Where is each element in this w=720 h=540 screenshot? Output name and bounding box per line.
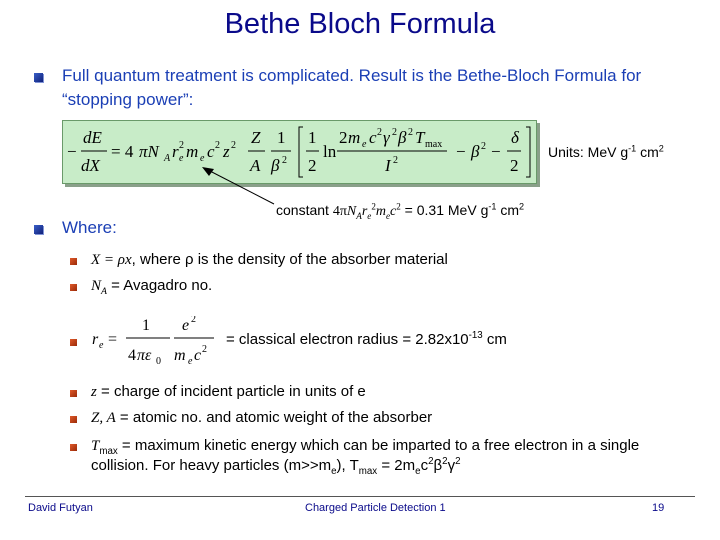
svg-text:A: A <box>250 156 261 175</box>
svg-text:1: 1 <box>142 317 150 334</box>
where-item-re: = classical electron radius = $2.82x10^{-13}$ cm <box>226 330 507 348</box>
svg-text:2: 2 <box>215 140 220 151</box>
svg-text:πε: πε <box>137 347 152 364</box>
svg-text:e: e <box>99 340 104 351</box>
svg-text:β: β <box>471 142 480 161</box>
footer-course: Charged Particle Detection 1 <box>305 502 446 514</box>
svg-text:ln: ln <box>323 142 337 161</box>
svg-text:=: = <box>108 331 118 348</box>
eq-dX: dX <box>81 156 100 175</box>
svg-text:2: 2 <box>202 344 207 355</box>
where-item-na: $N_A$ = Avagadro no. <box>91 277 213 297</box>
sub-bullet-marker <box>70 416 77 423</box>
svg-text:c: c <box>369 128 377 147</box>
where-heading: Where: <box>62 218 117 237</box>
where-item-x: X = ρx, where ρ is the density of the absorber material <box>91 251 448 268</box>
where-item-za: Z, A = atomic no. and atomic weight of the absorber <box>91 409 433 426</box>
svg-text:e: e <box>188 356 193 366</box>
constant-note: constant $4\pi N_Ar_e^2m_ec^2 = 0.31$ MeV $g^{-1}$ $cm^2$ <box>276 201 525 221</box>
svg-text:1: 1 <box>277 128 286 147</box>
sub-bullet-marker <box>70 390 77 397</box>
svg-text:m: m <box>186 142 199 161</box>
svg-text:2: 2 <box>179 140 184 151</box>
svg-text:−: − <box>491 142 501 161</box>
svg-text:2: 2 <box>392 127 397 138</box>
svg-text:c: c <box>207 142 215 161</box>
svg-text:e: e <box>182 317 190 334</box>
bethe-bloch-equation-box <box>62 120 537 184</box>
svg-text:max: max <box>425 139 443 150</box>
where-item-tmax: $T_{max}$ = maximum kinetic energy which can be imparted to a free electron in a single collision. For heavy particles $(m>>m_e)$, $T_{max} = 2m_ec^2\beta^2\gamma^2$ <box>91 437 640 477</box>
svg-text:2: 2 <box>191 316 196 325</box>
svg-text:β: β <box>398 128 407 147</box>
svg-text:0: 0 <box>156 356 161 366</box>
svg-text:2: 2 <box>308 156 317 175</box>
svg-text:Z: Z <box>251 128 261 147</box>
svg-text:2: 2 <box>393 155 398 166</box>
svg-text:2: 2 <box>339 128 348 147</box>
svg-text:2: 2 <box>408 127 413 138</box>
svg-text:1: 1 <box>308 128 317 147</box>
svg-text:−: − <box>456 142 466 161</box>
footer-divider <box>25 496 695 497</box>
svg-text:m: m <box>348 128 361 147</box>
eq-minus: − <box>67 142 77 161</box>
svg-text:z: z <box>223 142 230 161</box>
svg-text:4: 4 <box>128 347 136 364</box>
slide-title: Bethe Bloch Formula <box>224 8 496 40</box>
svg-text:c: c <box>194 347 202 364</box>
sub-bullet-marker <box>70 258 77 265</box>
eq-equals: = 4 <box>111 142 134 161</box>
svg-text:2: 2 <box>481 141 486 152</box>
svg-text:2: 2 <box>377 127 382 138</box>
intro-text: Full quantum treatment is complicated. Result is the Bethe-Bloch Formula for “stopping power”: <box>62 66 642 109</box>
svg-text:δ: δ <box>511 128 519 147</box>
sub-bullet-marker <box>70 284 77 291</box>
svg-text:r: r <box>172 142 179 161</box>
units-label: Units: MeV $g^{-1}$ $cm^2$ <box>548 143 664 160</box>
svg-text:A: A <box>164 153 171 164</box>
svg-text:2: 2 <box>231 140 236 151</box>
svg-text:T: T <box>415 128 425 147</box>
pointer-arrow <box>196 166 296 206</box>
where-item-z: z = charge of incident particle in units of e <box>91 383 366 400</box>
svg-text:2: 2 <box>282 155 287 166</box>
bethe-bloch-equation <box>63 121 536 183</box>
bullet-marker <box>34 225 43 234</box>
svg-text:2: 2 <box>510 156 519 175</box>
footer-author: David Futyan <box>28 502 93 514</box>
svg-text:e: e <box>200 153 205 164</box>
svg-text:r: r <box>92 331 99 348</box>
bullet-marker <box>34 73 43 82</box>
sub-bullet-marker <box>70 339 77 346</box>
svg-text:e: e <box>179 153 184 164</box>
footer-page-number: 19 <box>652 502 665 514</box>
sub-bullet-marker <box>70 444 77 451</box>
eq-dE: dE <box>83 128 102 147</box>
electron-radius-equation <box>90 316 220 366</box>
svg-text:m: m <box>174 347 186 364</box>
svg-text:e: e <box>362 139 367 150</box>
svg-text:I: I <box>385 156 391 175</box>
eq-pi-N: πN <box>139 142 159 161</box>
svg-text:β: β <box>271 156 280 175</box>
svg-text:γ: γ <box>383 128 390 147</box>
